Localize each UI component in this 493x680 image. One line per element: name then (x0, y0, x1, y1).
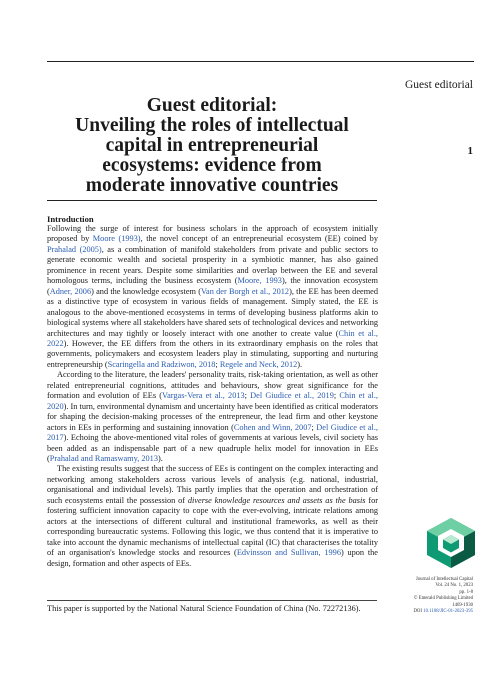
title-line: capital in entrepreneurial (105, 135, 319, 157)
body-text: , the novel concept of an entrepreneurial ecosystem (EE) coined by (140, 234, 378, 244)
body-text: ), the EE has been deemed as a distinctive type of ecosystem in various fields of management. Simply stated, the EE is analogous to the above-mentioned ecosystems in terms of developing business platforms akin to biological systems where all stakeholders have shared sets of technological devices and networking architectures and may tightly or loosely interact with one another to create value ( (47, 286, 378, 338)
footnote-rule (47, 600, 377, 601)
body-text: ; (311, 422, 317, 432)
body-text: Following the surge of interest for business scholars in the approach of ecosystem initially proposed by (47, 224, 378, 244)
citation-link[interactable]: Moore, 1993 (237, 276, 282, 286)
emerald-logo-icon (425, 517, 477, 569)
page-number: 1 (467, 145, 473, 157)
body-text: ; (333, 391, 340, 401)
paragraph-1 (47, 224, 378, 370)
paragraph-2 (47, 370, 378, 464)
citation-link[interactable]: Scaringella and Radziwon, 2018 (107, 359, 216, 369)
journal-copyright: © Emerald Publishing Limited (413, 596, 473, 602)
body-text: The existing results suggest that the success of EEs is contingent on the complex interacting and networking among stakeholders across various levels of analysis (e.g. national, industrial, organisational and individual levels). This partly implies that the operation and orchestration of such ecosystems entail the possession of (47, 464, 378, 505)
citation-link[interactable]: Vargas-Vera et al., 2013 (162, 391, 245, 401)
journal-name: Journal of Intellectual Capital (415, 577, 473, 582)
body-text: for fostering sufficient innovation capacity to cope with the ever-evolving, intricate relations among actors at the intersections of different cultural and institutional frameworks, as well as their corresponding bureaucratic systems. Following this logic, we thus contend that it is imperative to take into account the dynamic mechanisms of intellectual capital (IC) that characterises the totality of an organisation's knowledge stocks and resources ( (47, 495, 379, 558)
funding-footnote: This paper is supported by the National Natural Science Foundation of China (No. 72272136). (47, 604, 361, 613)
body-text: ). In turn, environmental dynamism and uncertainty have been identified as critical moderators for shaping the decision-making processes of the entrepreneur, the lead firm and other keystone actors in EEs in performing and sustaining innovation ( (47, 401, 378, 432)
citation-link[interactable]: Adner, 2006 (49, 286, 92, 296)
body-text: ; (244, 391, 251, 401)
body-text: ). (157, 453, 163, 463)
journal-pages: pp. 1-8 (459, 589, 473, 595)
title-line: moderate innovative countries (85, 175, 339, 197)
citation-link[interactable]: Cohen and Winn, 2007 (233, 422, 312, 432)
citation-link[interactable]: Chin et al., 2020 (47, 391, 378, 411)
citation-link[interactable]: Prahalad (2005) (47, 244, 102, 254)
citation-link[interactable]: Del Giudice et al., 2019 (250, 391, 334, 401)
section-label: Guest editorial (404, 79, 473, 91)
body-text: ). However, the EE differs from the others in its extraordinary emphasis on the roles that governments, policymakers and ecosystem leaders play in stimulating, supporting and nurturing entrepreneurship ( (47, 338, 378, 369)
body-text: , as a combination of manifold stakeholders from private and public sectors to generate economic wealth and societal prosperity in a symbiotic manner, has also gained prominence in recent years. Despite some similarities and overlap between the EE and several homologous terms, including the business ecosystem ( (47, 244, 378, 286)
paragraph-3 (47, 464, 378, 569)
citation-link[interactable]: Chin et al., 2022 (47, 328, 378, 348)
citation-link[interactable]: Edvinsson and Sullivan, 1996 (236, 548, 341, 558)
title-line: ecosystems: evidence from (102, 155, 322, 177)
journal-issn: 1469-1930 (452, 602, 473, 608)
body-text: ) upon the design, formation and other aspects of EEs. (47, 548, 378, 568)
doi-link[interactable]: 10.1108/JIC-01-2023-395 (423, 609, 473, 615)
citation-link[interactable]: Prahalad and Ramaswamy, 2013 (49, 453, 158, 463)
body-text: ). (297, 359, 303, 369)
title-line: Guest editorial: (146, 95, 278, 117)
emphasis-text: diverse knowledge resources and assets as the basis (187, 495, 366, 505)
body-text: ). Echoing the above-mentioned vital roles of governments at various levels, civil society has been added as an indispensable part of a new quadruple helix model for innovation in EEs ( (47, 433, 378, 463)
body-text: According to the literature, the leaders' personality traits, risk-taking orientation, as well as other related entrepreneurial cognitions, attitudes and behaviours, show great significance for the formation and evolution of EEs ( (47, 370, 378, 401)
journal-volume: Vol. 24 No. 1, 2023 (435, 583, 473, 589)
journal-info (393, 577, 473, 615)
citation-link[interactable]: Del Giudice et al., 2017 (47, 422, 378, 443)
citation-link[interactable]: Regele and Neck, 2012 (219, 359, 298, 369)
body-text: ; (215, 359, 220, 369)
header-rule (47, 61, 474, 62)
citation-link[interactable]: Van der Borgh et al., 2012 (200, 286, 290, 296)
section-heading-introduction: Introduction (47, 214, 94, 224)
journal-doi (393, 609, 473, 615)
citation-link[interactable]: Moore (1993) (92, 234, 141, 244)
article-title (47, 96, 377, 196)
title-rule (47, 200, 377, 201)
title-line: Unveiling the roles of intellectual (75, 115, 349, 137)
doi-prefix: DOI (413, 609, 424, 615)
article-body (47, 224, 378, 569)
body-text: ) and the knowledge ecosystem ( (91, 286, 201, 296)
body-text: ), the innovation ecosystem ( (47, 276, 378, 296)
